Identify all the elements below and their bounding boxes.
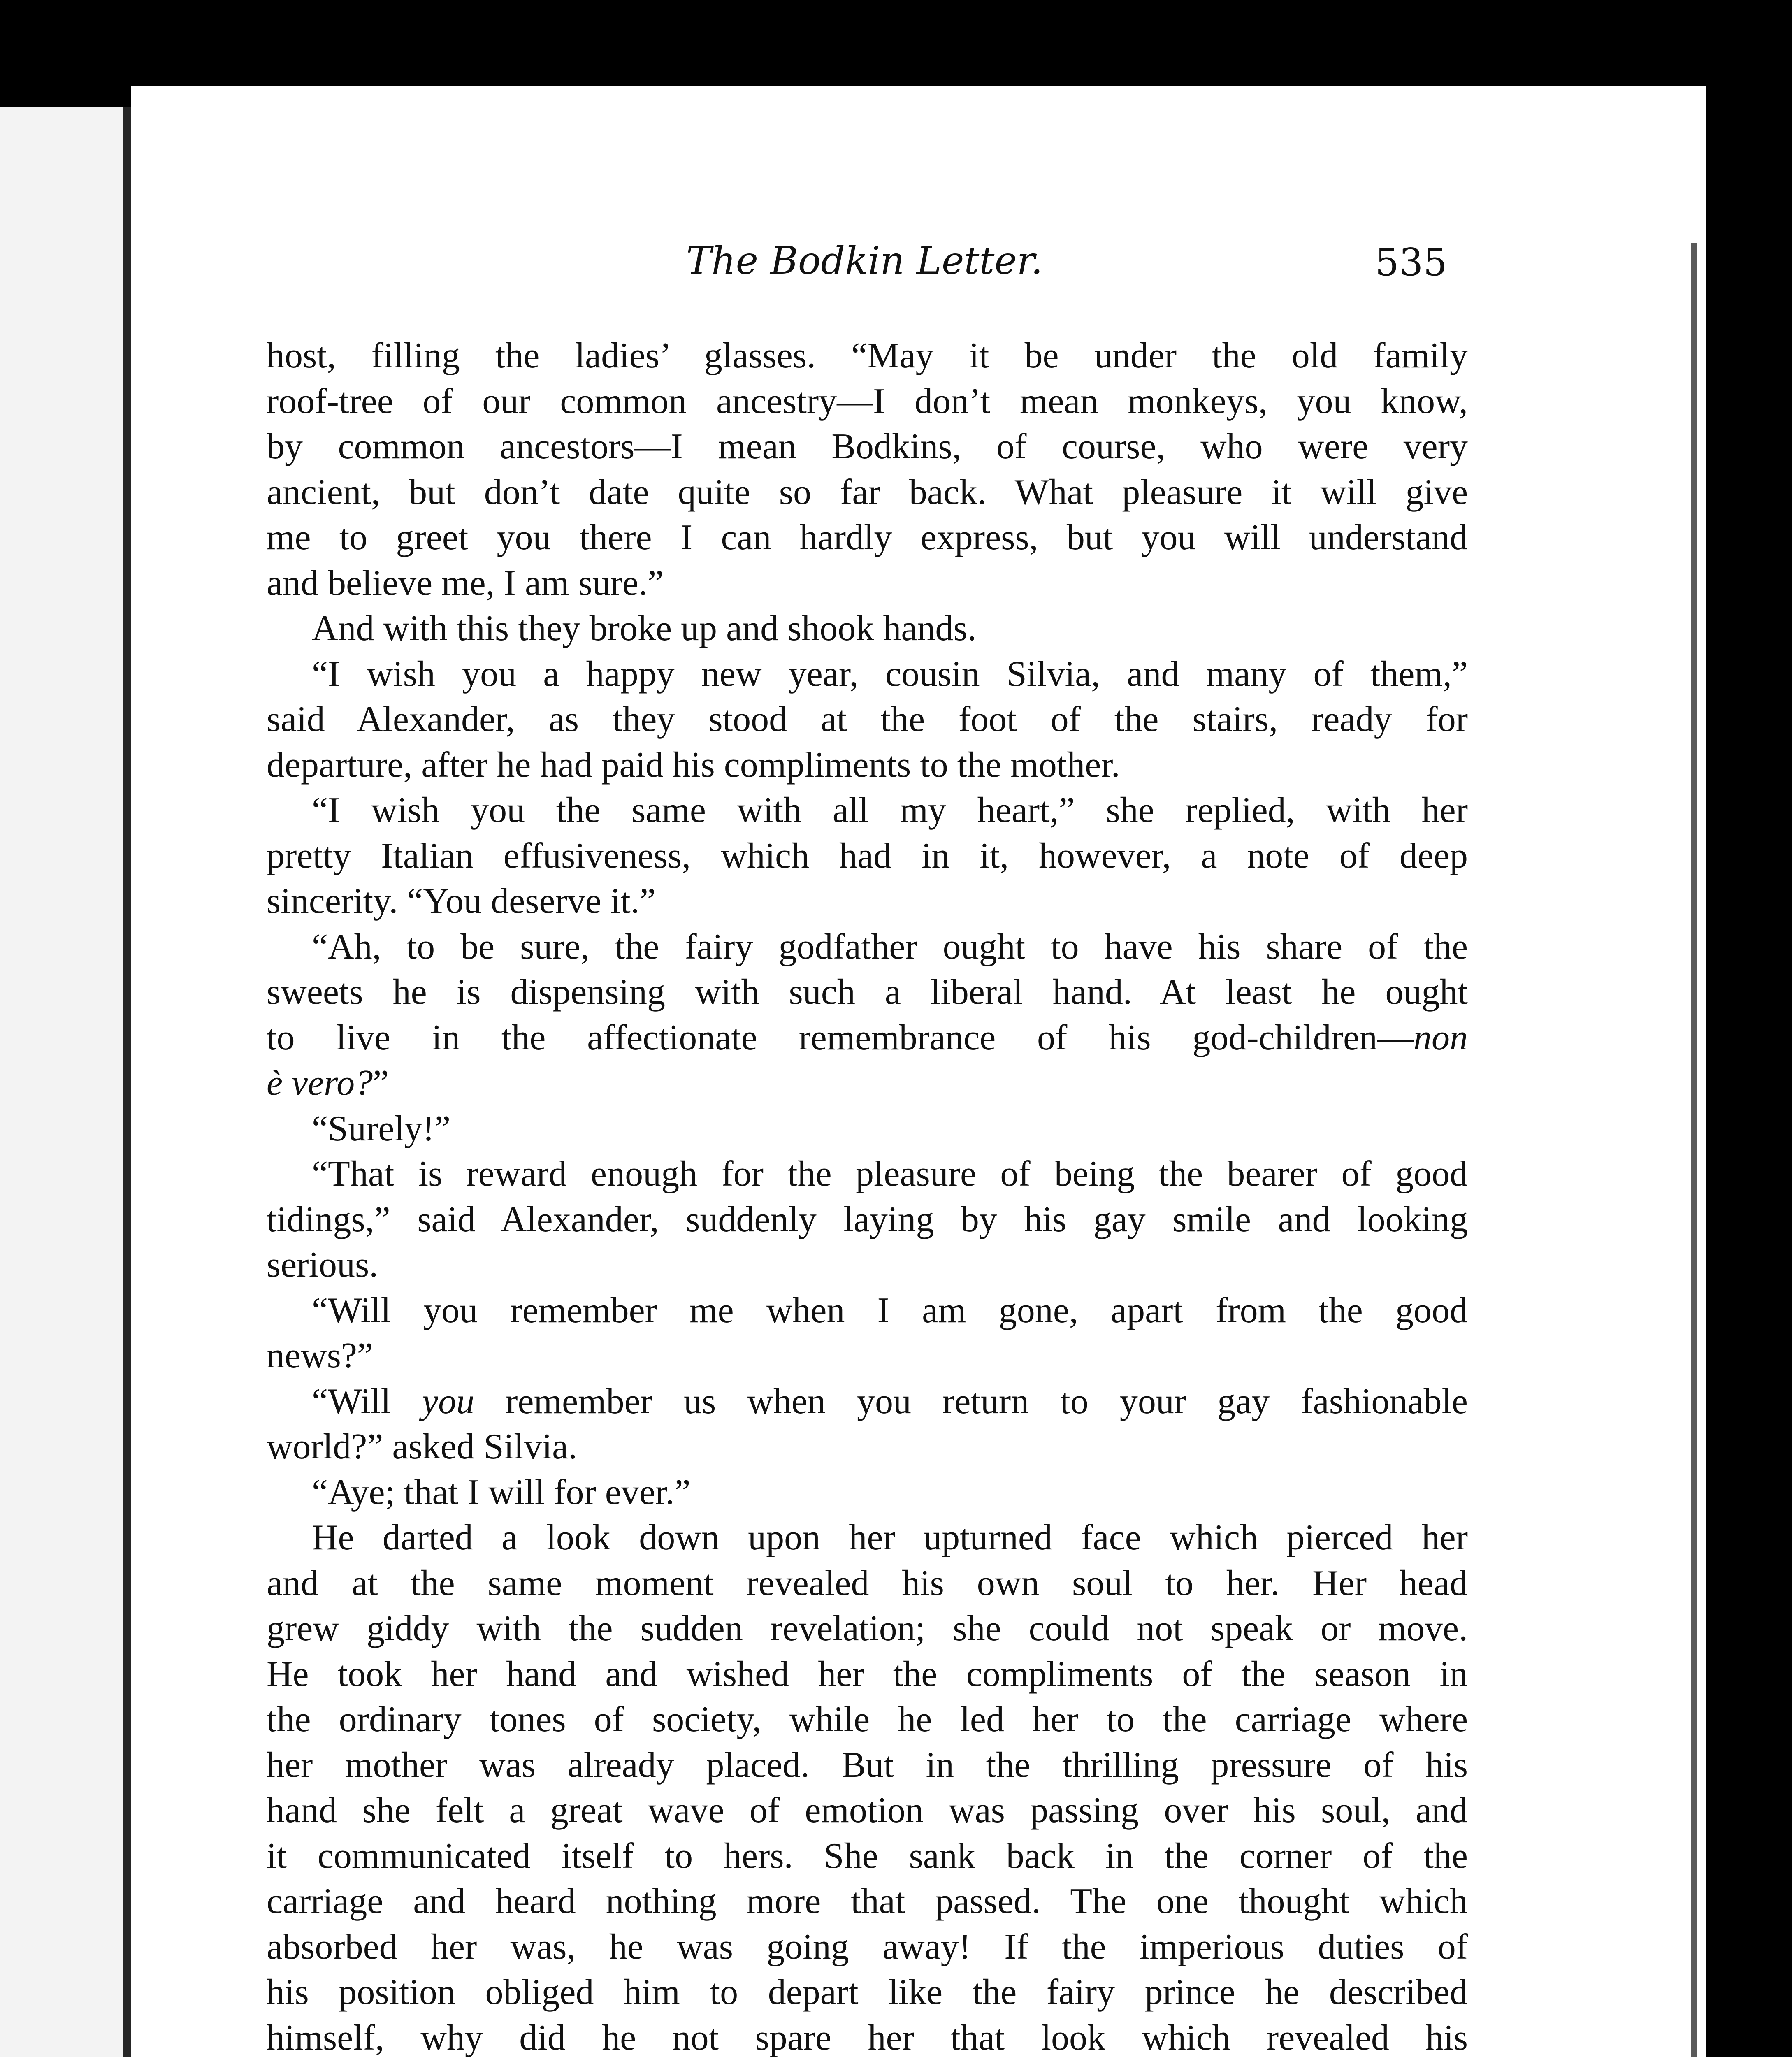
text-line: “I wish you a happy new year, cousin Silvia, and many of them,”	[312, 654, 1468, 694]
book-page	[131, 86, 1706, 2057]
text-line: it communicated itself to hers. She sank back in the corner of the	[267, 1836, 1468, 1876]
text-line: by common ancestors—I mean Bodkins, of course, who were very	[267, 427, 1468, 467]
text-line: And with this they broke up and shook hands.	[312, 608, 977, 648]
text-line: sincerity. “You deserve it.”	[267, 881, 656, 921]
italic-text: you	[422, 1381, 475, 1421]
page-number: 535	[1375, 240, 1447, 284]
line-segment: remember us when you return to your gay fashionable	[474, 1381, 1468, 1421]
text-line: hand she felt a great wave of emotion was passing over his soul, and	[267, 1790, 1468, 1830]
line-segment: ”	[373, 1063, 389, 1103]
text-line: host, filling the ladies’ glasses. “May it be under the old family	[267, 336, 1468, 376]
italic-text: è vero?	[267, 1063, 373, 1103]
line-segment: “Will	[312, 1381, 422, 1421]
text-line: “Aye; that I will for ever.”	[312, 1472, 691, 1512]
text-line	[267, 1015, 1468, 1061]
text-line: “Will you remember me when I am gone, apart from the good	[312, 1290, 1468, 1330]
page-binding-edge	[1691, 243, 1697, 2057]
text-line: grew giddy with the sudden revelation; she could not speak or move.	[267, 1609, 1468, 1648]
text-line: and at the same moment revealed his own soul to her. Her head	[267, 1563, 1468, 1603]
text-line: said Alexander, as they stood at the foot of the stairs, ready for	[267, 699, 1468, 739]
text-line: himself, why did he not spare her that look which revealed his	[267, 2018, 1468, 2057]
text-line: He took her hand and wished her the compliments of the season in	[267, 1654, 1468, 1694]
line-segment: to live in the affectionate remembrance of his god-children—	[267, 1017, 1414, 1058]
page-header	[131, 239, 1447, 296]
text-line: “That is reward enough for the pleasure of being the bearer of good	[312, 1154, 1468, 1194]
text-line: pretty Italian effusiveness, which had in it, however, a note of deep	[267, 836, 1468, 876]
text-line	[267, 1379, 1468, 1425]
text-line: news?”	[267, 1336, 373, 1376]
running-title: The Bodkin Letter.	[686, 239, 1043, 283]
text-line: tidings,” said Alexander, suddenly laying by his gay smile and looking	[267, 1199, 1468, 1240]
text-line: “Surely!”	[312, 1108, 451, 1149]
text-line: absorbed her was, he was going away! If the imperious duties of	[267, 1927, 1468, 1967]
text-line: carriage and heard nothing more that passed. The one thought which	[267, 1881, 1468, 1921]
text-line: “Ah, to be sure, the fairy godfather ought to have his share of the	[312, 926, 1468, 967]
text-line: departure, after he had paid his compliments to the mother.	[267, 745, 1120, 785]
text-line: the ordinary tones of society, while he led her to the carriage where	[267, 1699, 1468, 1739]
text-line	[267, 1061, 1468, 1106]
text-line: world?” asked Silvia.	[267, 1427, 578, 1467]
italic-text: non	[1414, 1017, 1468, 1058]
facing-page-edge	[0, 107, 131, 2057]
text-line: his position obliged him to depart like the fairy prince he described	[267, 1972, 1468, 2012]
text-line: me to greet you there I can hardly express, but you will understand	[267, 518, 1468, 557]
text-line: He darted a look down upon her upturned face which pierced her	[312, 1518, 1468, 1558]
text-line: sweets he is dispensing with such a liberal hand. At least he ought	[267, 972, 1468, 1012]
text-line: ancient, but don’t date quite so far back. What pleasure it will give	[267, 472, 1468, 512]
text-line: serious.	[267, 1245, 378, 1285]
text-line: “I wish you the same with all my heart,” she replied, with her	[312, 790, 1468, 830]
body-text	[267, 333, 1468, 2057]
text-line: and believe me, I am sure.”	[267, 563, 664, 603]
text-line: roof-tree of our common ancestry—I don’t mean monkeys, you know,	[267, 381, 1468, 421]
text-line: her mother was already placed. But in the thrilling pressure of his	[267, 1745, 1468, 1785]
